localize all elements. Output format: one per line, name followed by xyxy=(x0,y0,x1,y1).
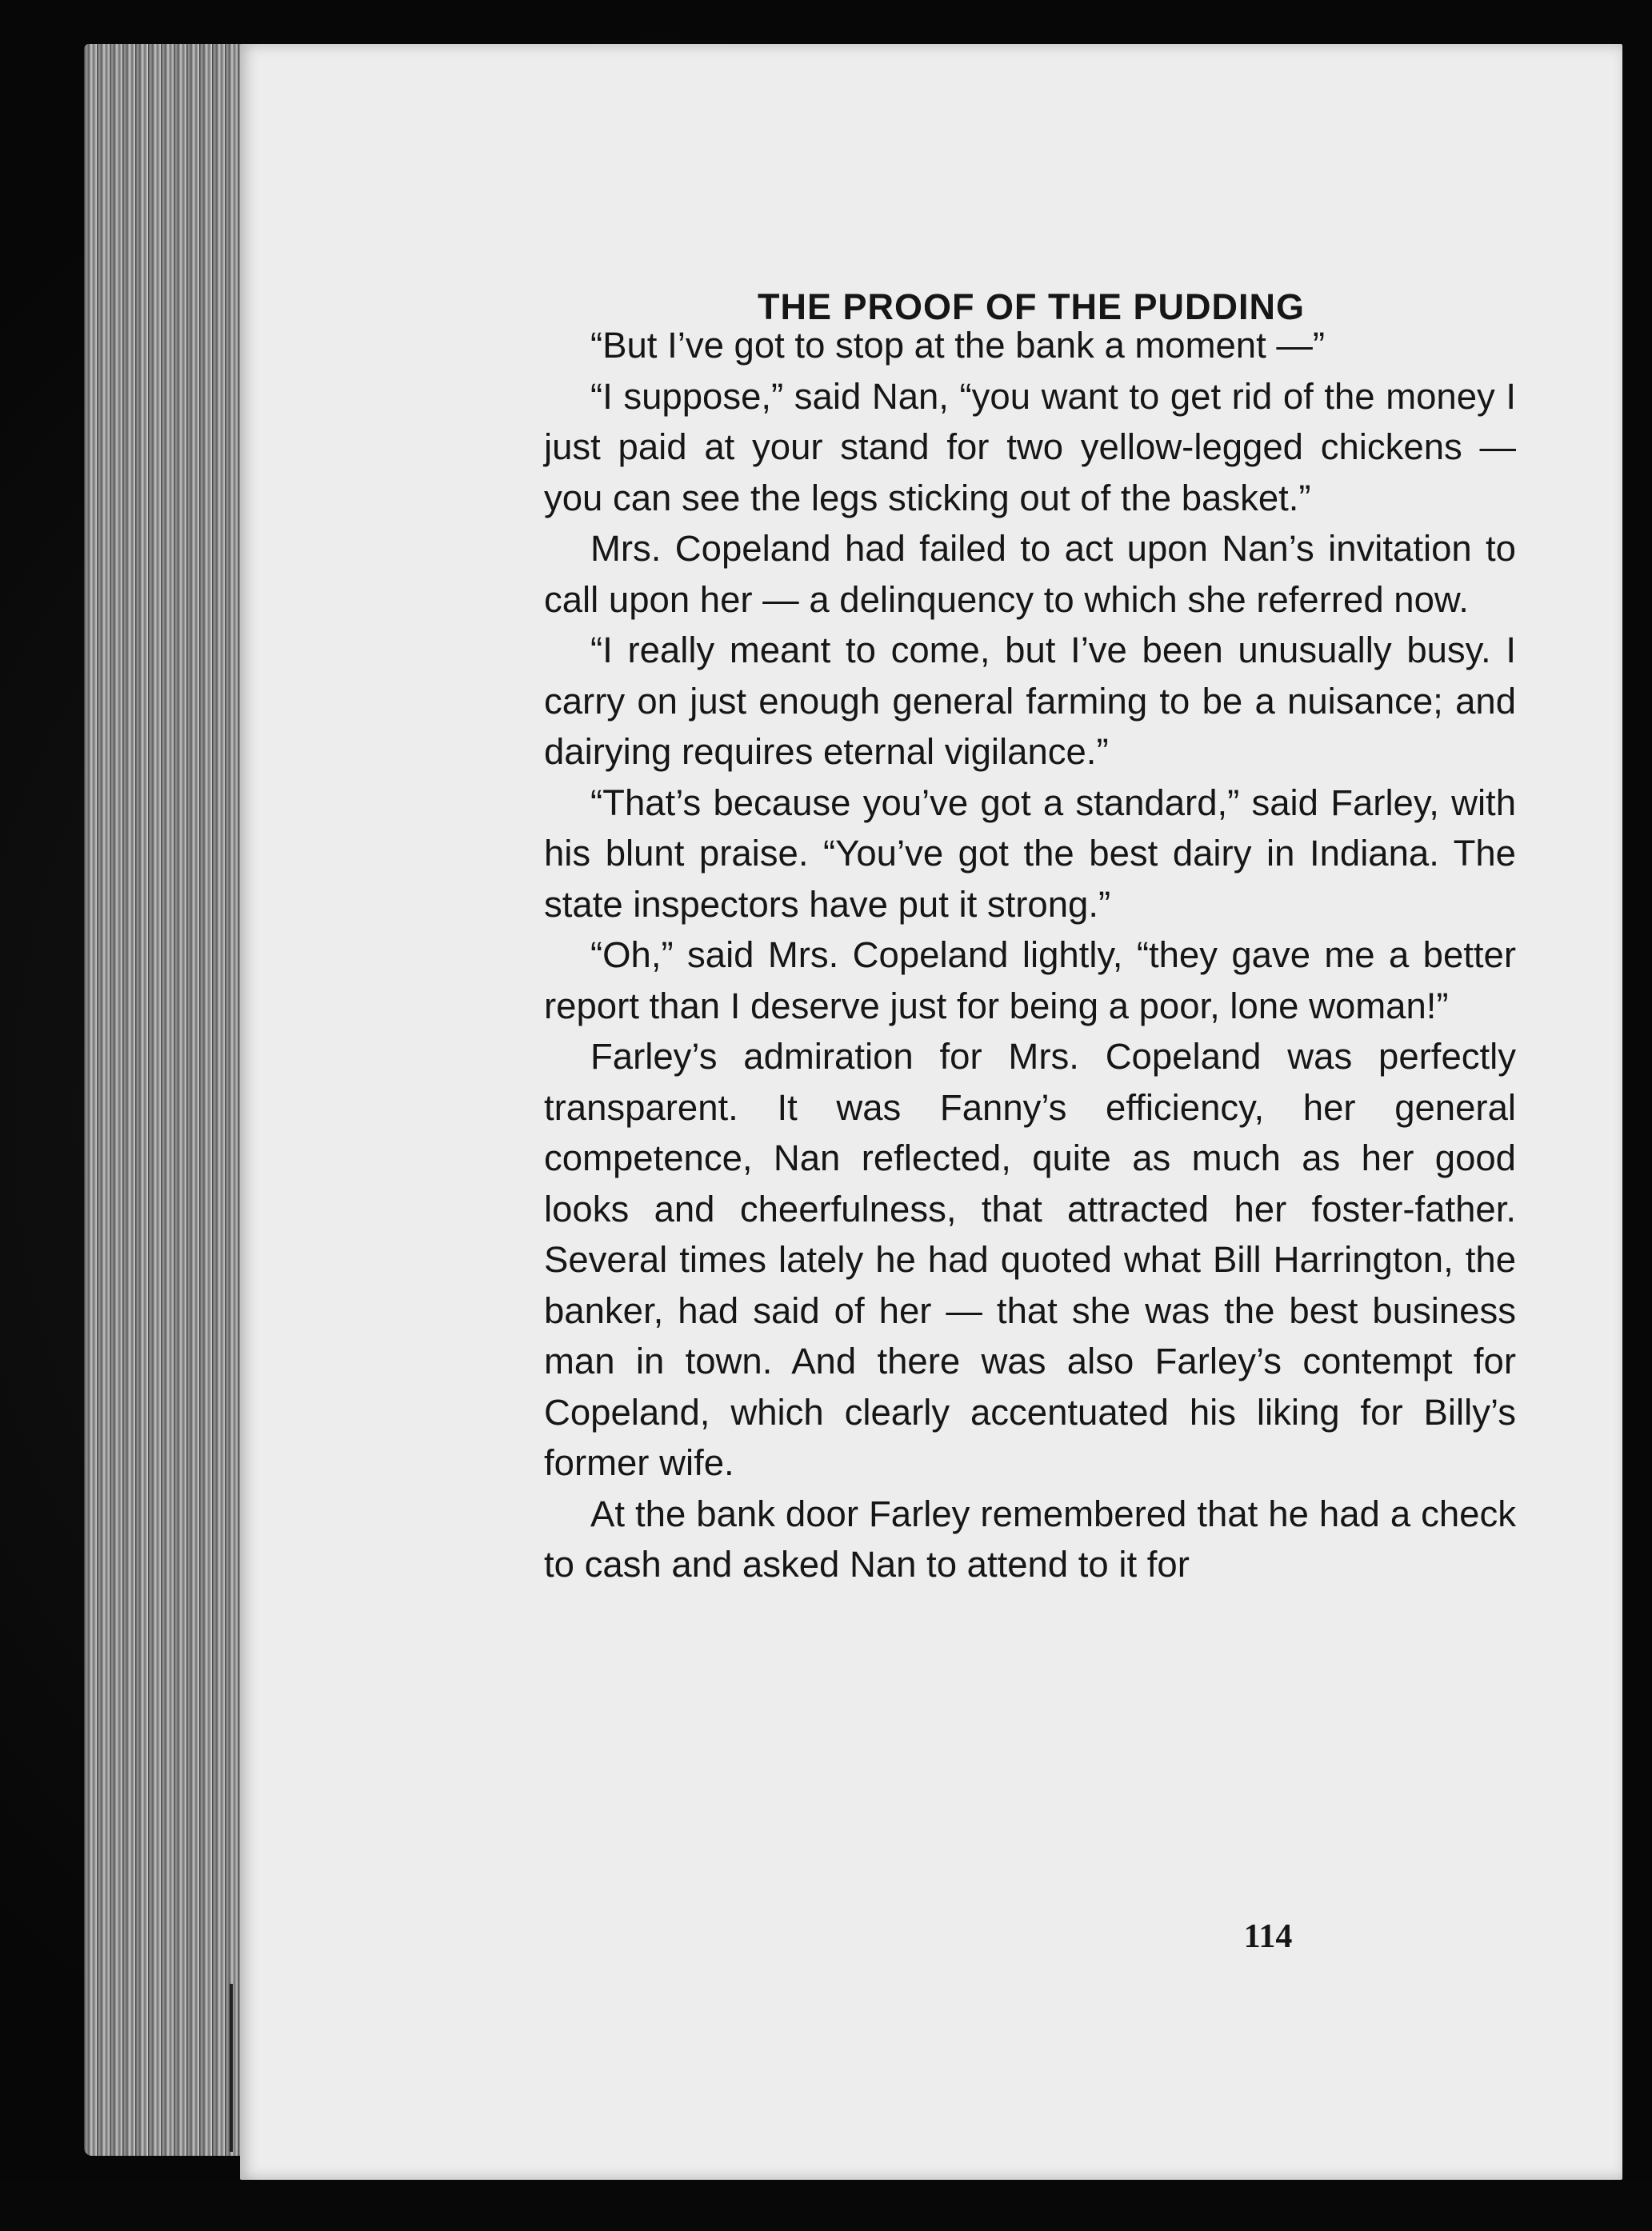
paragraph: At the bank door Farley remembered that he had a check to cash and asked Nan to attend to it for xyxy=(544,1493,1516,1585)
paragraph: “But I’ve got to stop at the bank a moment —” xyxy=(590,325,1326,366)
paragraph: “Oh,” said Mrs. Copeland lightly, “they gave me a better report than I deserve just for being a poor, lone woman!” xyxy=(544,934,1516,1026)
paragraph: “That’s because you’ve got a standard,” said Farley, with his blunt praise. “You’ve got the best dairy in Indiana. The state inspectors have put it strong.” xyxy=(544,782,1516,925)
paragraph: “I really meant to come, but I’ve been unusually busy. I carry on just enough general farming to be a nuisance; and dairying requires eternal vigilance.” xyxy=(544,630,1516,772)
page-number: 114 xyxy=(1243,1918,1293,1955)
paragraph: “I suppose,” said Nan, “you want to get rid of the money I just paid at your stand for two yellow-legged chickens — you can see the legs sticking out of the basket.” xyxy=(544,375,1516,518)
gutter-shadow xyxy=(230,1984,233,2152)
body-text xyxy=(544,320,1516,1590)
paragraph: Farley’s admiration for Mrs. Copeland was perfectly transparent. It was Fanny’s efficiency, her general competence, Nan reflected, quite as much as her good looks and cheerfulness, that attracted her foster-father. Several times lately he had quoted what Bill Harrington, the banker, had said of her — that she was the best business man in town. And there was also Farley’s contempt for Copeland, which clearly accentuated his liking for Billy’s former wife. xyxy=(544,1036,1516,1483)
paragraph: Mrs. Copeland had failed to act upon Nan’s invitation to call upon her — a delinquency to which she referred now. xyxy=(544,528,1516,620)
running-head: THE PROOF OF THE PUDDING xyxy=(757,286,1305,327)
scan-bottom-margin xyxy=(0,2180,1652,2231)
